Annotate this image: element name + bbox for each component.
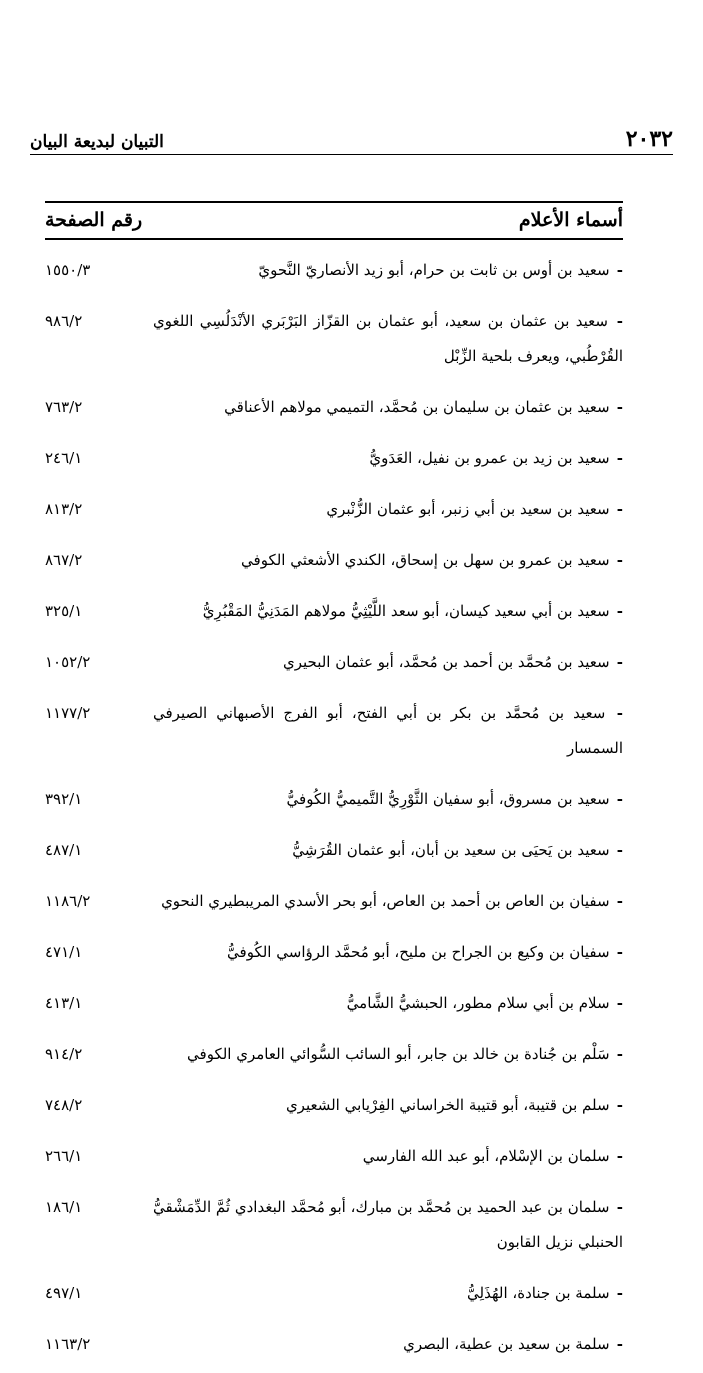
index-entry	[45, 538, 623, 589]
entry-bullet-dash: -	[611, 892, 623, 910]
index-entries	[45, 248, 623, 1373]
index-entry	[45, 930, 623, 981]
index-entry	[45, 1032, 623, 1083]
entry-name	[153, 1276, 623, 1311]
entry-bullet-dash: -	[611, 841, 623, 859]
index-entry	[45, 487, 623, 538]
entry-name-text: سلمان بن الإسْلام، أبو عبد الله الفارسي	[362, 1147, 610, 1165]
entry-page-ref: ١١٧٧/٢	[45, 704, 91, 722]
entry-name-text: سعيد بن يَحيَى بن سعيد بن أبان، أبو عثمان القُرَشِيُّ	[292, 841, 610, 859]
entry-name	[153, 1088, 623, 1123]
entry-bullet-dash: -	[611, 261, 623, 279]
entry-bullet-dash: -	[611, 449, 623, 467]
entry-page-ref: ٣٢٥/١	[45, 602, 83, 620]
entry-name	[153, 1037, 623, 1072]
entry-name-text: سعيد بن مُحمَّد بن بكر بن أبي الفتح، أبو الفرج الأصبهاني الصيرفي السمسار	[153, 704, 623, 757]
table-header-rule-bottom	[45, 238, 623, 240]
index-entry	[45, 589, 623, 640]
index-entry	[45, 777, 623, 828]
entry-bullet-dash: -	[611, 398, 623, 416]
entry-page-ref: ١١٨٦/٢	[45, 892, 91, 910]
entry-name	[153, 833, 623, 868]
entry-name	[153, 390, 623, 425]
entry-page-ref: ١٨٦/١	[45, 1198, 83, 1216]
entry-name	[153, 645, 623, 680]
entry-name	[153, 441, 623, 476]
entry-page-ref: ٤٧١/١	[45, 943, 83, 961]
index-entry	[45, 1271, 623, 1322]
index-entry	[45, 1322, 623, 1373]
entry-name	[153, 1327, 623, 1362]
entry-name	[153, 1190, 623, 1260]
entry-page-ref: ٤١٣/١	[45, 994, 83, 1012]
entry-name	[153, 304, 623, 374]
entry-name-text: سعيد بن عمرو بن سهل بن إسحاق، الكندي الأشعثي الكوفي	[241, 551, 610, 569]
entry-name	[153, 986, 623, 1021]
entry-page-ref: ١١٦٣/٢	[45, 1335, 91, 1353]
entry-name	[153, 884, 623, 919]
entry-page-ref: ١٥٥٠/٣	[45, 261, 91, 279]
entry-page-ref: ٨١٣/٢	[45, 500, 83, 518]
entry-page-ref: ٣٩٢/١	[45, 790, 83, 808]
entry-name-text: سعيد بن أوس بن ثابت بن حرام، أبو زيد الأنصاريّ النَّحويّ	[258, 261, 610, 279]
index-entry	[45, 879, 623, 930]
entry-name-text: سَلْم بن جُنادة بن خالد بن جابر، أبو السائب السُّوائي العامري الكوفي	[187, 1045, 610, 1063]
entry-page-ref: ٩١٤/٢	[45, 1045, 83, 1063]
entry-name-text: سعيد بن مسروق، أبو سفيان الثَّوْرِيُّ التَّميميُّ الكُوفيُّ	[286, 790, 610, 808]
index-entry	[45, 640, 623, 691]
entry-name-text: سلمة بن سعيد بن عطية، البصري	[403, 1335, 610, 1353]
entry-page-ref: ٨٦٧/٢	[45, 551, 83, 569]
entry-bullet-dash: -	[609, 312, 623, 330]
entry-bullet-dash: -	[611, 1045, 623, 1063]
index-entry	[45, 1083, 623, 1134]
index-entry	[45, 1134, 623, 1185]
entry-page-ref: ٩٨٦/٢	[45, 312, 83, 330]
entry-bullet-dash: -	[611, 943, 623, 961]
entry-page-ref: ٧٤٨/٢	[45, 1096, 83, 1114]
entry-page-ref: ٢٤٦/١	[45, 449, 83, 467]
entry-name	[153, 696, 623, 766]
entry-name-text: سلمة بن جنادة، الهُذَلِيُّ	[467, 1284, 610, 1302]
entry-bullet-dash: -	[611, 1335, 623, 1353]
index-entry	[45, 385, 623, 436]
entry-page-ref: ١٠٥٢/٢	[45, 653, 91, 671]
entry-bullet-dash: -	[611, 653, 623, 671]
index-entry	[45, 248, 623, 299]
entry-name-text: سعيد بن مُحمَّد بن أحمد بن مُحمَّد، أبو عثمان البحيري	[282, 653, 610, 671]
page-column-header: رقم الصفحة	[45, 209, 143, 231]
entry-name	[153, 594, 623, 629]
entry-name-text: سلام بن أبي سلام مطور، الحبشيُّ الشَّاميُّ	[346, 994, 610, 1012]
entry-name-text: سعيد بن عثمان بن سعيد، أبو عثمان بن القزّاز البَرْبَري الأنْدَلُسِي اللغوي القُرْطُبي، ويعرف بلحية الزِّبْل	[153, 312, 623, 365]
index-entry	[45, 299, 623, 385]
entry-name	[153, 782, 623, 817]
entry-name-text: سعيد بن أبي سعيد كيسان، أبو سعد اللَّيْثِيُّ مولاهم المَدَنِيُّ المَقْبُرِيُّ	[202, 602, 610, 620]
entry-name-text: سلم بن قتيبة، أبو قتيبة الخراساني الفِرْيابي الشعيري	[285, 1096, 610, 1114]
entry-bullet-dash: -	[611, 602, 623, 620]
entry-name-text: سعيد بن زيد بن عمرو بن نفيل، العَدَويُّ	[369, 449, 610, 467]
entry-bullet-dash: -	[611, 1284, 623, 1302]
book-title: التبيان لبديعة البيان	[30, 132, 164, 152]
entry-bullet-dash: -	[611, 551, 623, 569]
index-entry	[45, 828, 623, 879]
running-head	[30, 118, 673, 152]
index-entry	[45, 1185, 623, 1271]
entry-bullet-dash: -	[611, 1096, 623, 1114]
entry-name-text: سفيان بن العاص بن أحمد بن العاص، أبو بحر الأسدي المريبطيري النحوي	[161, 892, 610, 910]
entry-page-ref: ٤٨٧/١	[45, 841, 83, 859]
entry-name-text: سعيد بن عثمان بن سليمان بن مُحمَّد، التميمي مولاهم الأعناقي	[224, 398, 610, 416]
entry-bullet-dash: -	[611, 994, 623, 1012]
entry-name	[153, 543, 623, 578]
entry-bullet-dash: -	[611, 790, 623, 808]
entry-name	[153, 935, 623, 970]
entry-bullet-dash: -	[607, 704, 623, 722]
entry-bullet-dash: -	[611, 1147, 623, 1165]
entry-name-text: سفيان بن وكيع بن الجراح بن مليح، أبو مُحمَّد الرؤاسي الكُوفيُّ	[227, 943, 610, 961]
names-column-header: أسماء الأعلام	[518, 209, 623, 231]
entry-page-ref: ٢٦٦/١	[45, 1147, 83, 1165]
running-head-rule	[30, 154, 673, 155]
entry-bullet-dash: -	[611, 1198, 623, 1216]
entry-name	[153, 253, 623, 288]
index-entry	[45, 436, 623, 487]
entry-name-text: سعيد بن سعيد بن أبي زنبر، أبو عثمان الزُّنْبري	[326, 500, 610, 518]
index-entry	[45, 981, 623, 1032]
entry-name-text: سلمان بن عبد الحميد بن مُحمَّد بن مبارك، أبو مُحمَّد البغدادي ثُمَّ الدِّمَشْقيُّ الحنبلي نزيل القابون	[153, 1198, 623, 1251]
entry-name	[153, 1139, 623, 1174]
table-header	[45, 204, 623, 236]
entry-name	[153, 492, 623, 527]
entry-bullet-dash: -	[611, 500, 623, 518]
index-entry	[45, 691, 623, 777]
entry-page-ref: ٧٦٣/٢	[45, 398, 83, 416]
table-header-rule-top	[45, 201, 623, 203]
entry-page-ref: ٤٩٧/١	[45, 1284, 83, 1302]
page-number: ٢٠٣٢	[625, 126, 673, 152]
